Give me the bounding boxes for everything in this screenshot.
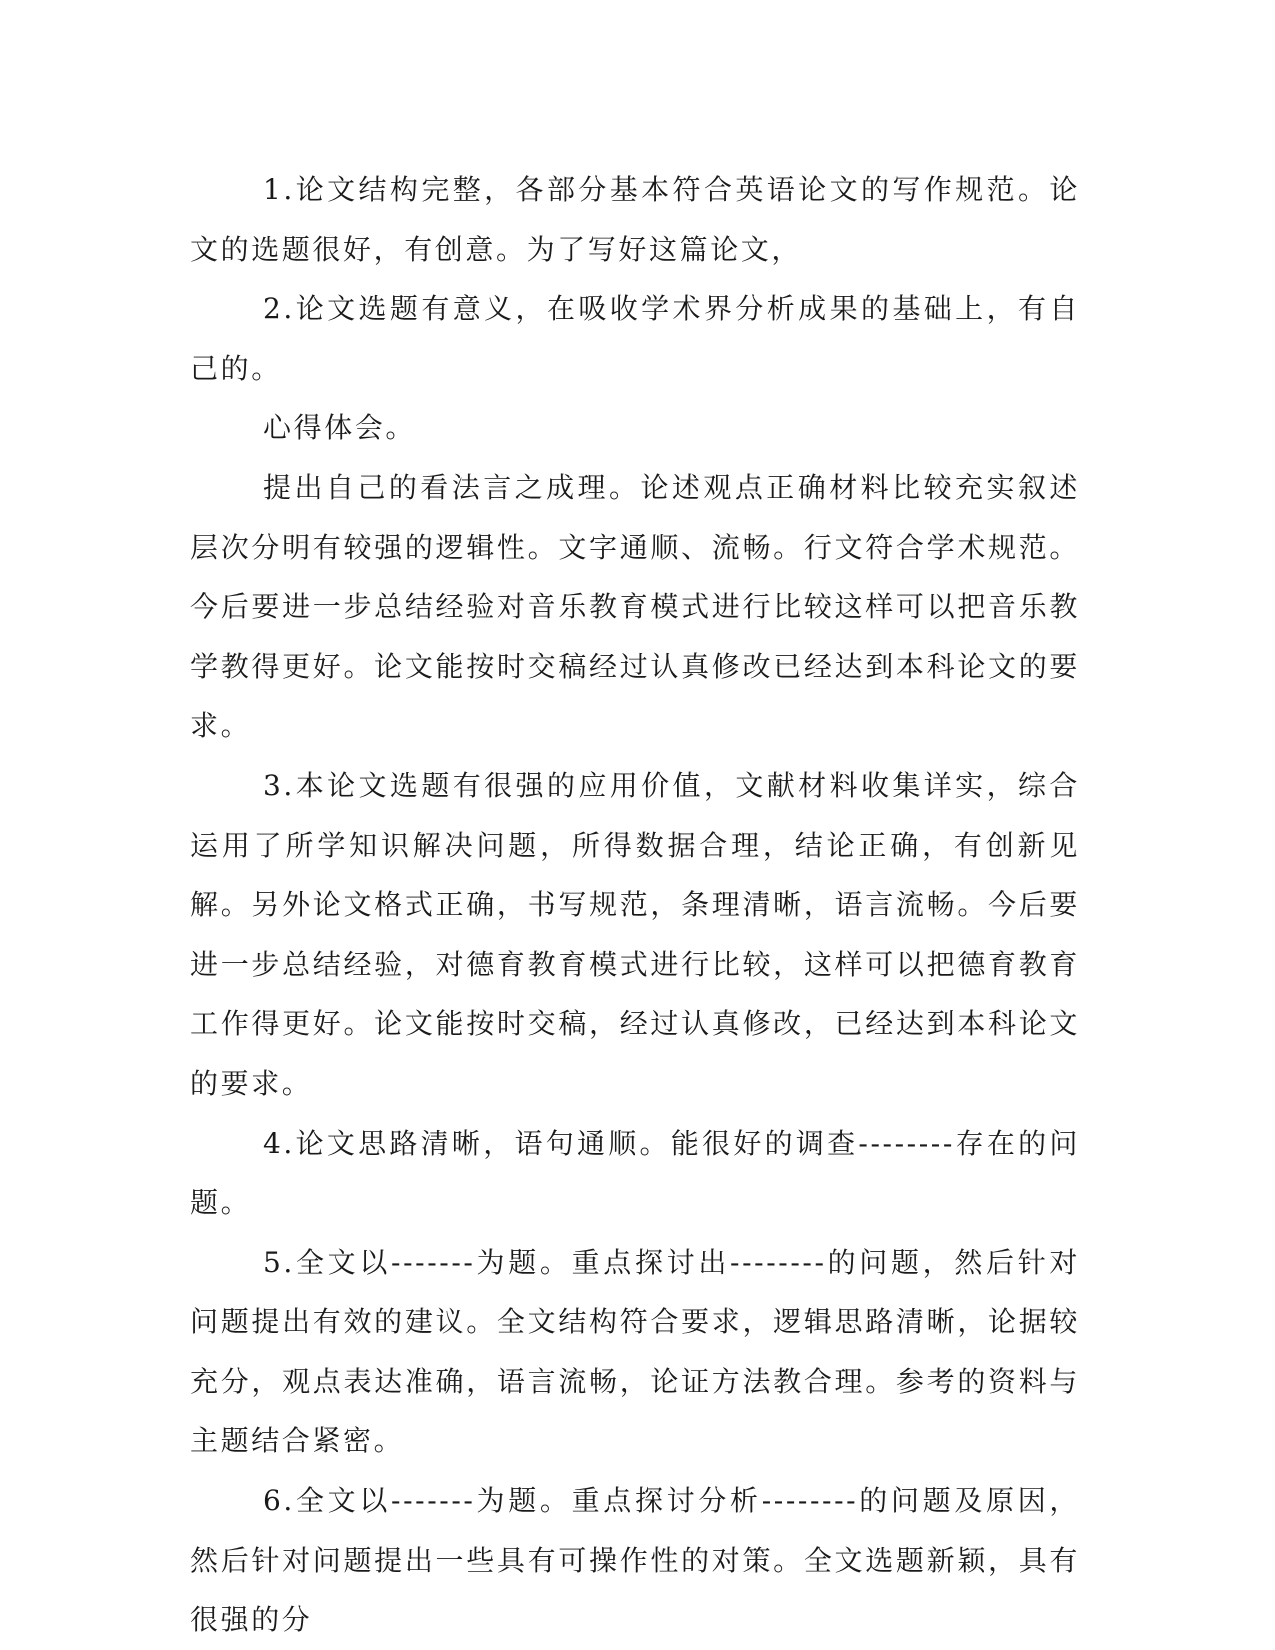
paragraph-7: 5.全文以-------为题。重点探讨出--------的问题，然后针对问题提出有效的建议。全文结构符合要求，逻辑思路清晰，论据较充分，观点表达准确，语言流畅，论证方法教合理。参考的资料与主题结合紧密。 [190, 1245, 1080, 1458]
paragraph-8: 6.全文以-------为题。重点探讨分析--------的问题及原因，然后针对问题提出一些具有可操作性的对策。全文选题新颖，具有很强的分 [190, 1484, 1080, 1637]
paragraph-2: 2.论文选题有意义，在吸收学术界分析成果的基础上，有自己的。 [190, 292, 1080, 385]
paragraph-6: 4.论文思路清晰，语句通顺。能很好的调查--------存在的问题。 [190, 1126, 1080, 1220]
paragraph-1: 1.论文结构完整，各部分基本符合英语论文的写作规范。论文的选题很好，有创意。为了写好这篇论文， [190, 173, 1080, 266]
paragraph-5: 3.本论文选题有很强的应用价值，文献材料收集详实，综合运用了所学知识解决问题，所得数据合理，结论正确，有创新见解。另外论文格式正确，书写规范，条理清晰，语言流畅。今后要进一步总结经验，对德育教育模式进行比较，这样可以把德育教育工作得更好。论文能按时交稿，经过认真修改，已经达到本科论文的要求。 [190, 768, 1080, 1100]
paragraph-3: 心得体会。 [263, 411, 417, 445]
document-body [190, 160, 1080, 1650]
paragraph-4: 提出自己的看法言之成理。论述观点正确材料比较充实叙述层次分明有较强的逻辑性。文字通顺、流畅。行文符合学术规范。今后要进一步总结经验对音乐教育模式进行比较这样可以把音乐教学教得更好。论文能按时交稿经过认真修改已经达到本科论文的要求。 [190, 470, 1080, 743]
